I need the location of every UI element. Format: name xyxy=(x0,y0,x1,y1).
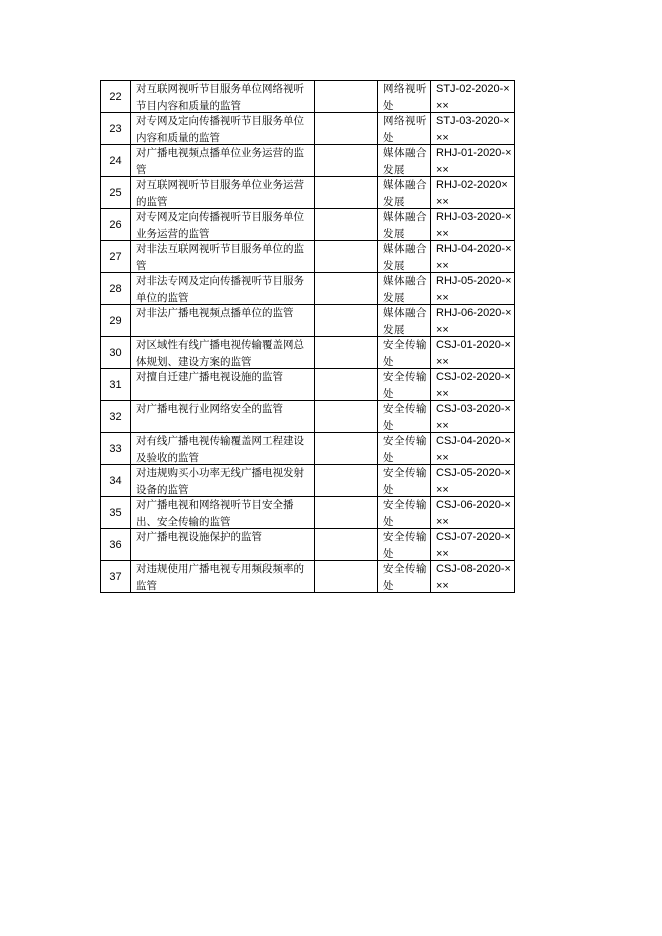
empty-cell xyxy=(315,433,378,465)
item-code: STJ-03-2020-××× xyxy=(431,113,515,145)
empty-cell xyxy=(315,497,378,529)
supervision-item: 对违规使用广播电视专用频段频率的监管 xyxy=(131,561,315,593)
item-code: CSJ-08-2020-××× xyxy=(431,561,515,593)
table-row xyxy=(101,145,515,177)
supervision-item: 对有线广播电视传输覆盖网工程建设及验收的监管 xyxy=(131,433,315,465)
item-code: CSJ-05-2020-××× xyxy=(431,465,515,497)
supervision-item: 对互联网视听节目服务单位业务运营的监管 xyxy=(131,177,315,209)
row-number: 24 xyxy=(101,145,131,177)
row-number: 27 xyxy=(101,241,131,273)
responsible-department: 安全传输处 xyxy=(378,369,431,401)
row-number: 22 xyxy=(101,81,131,113)
responsible-department: 媒体融合发展 xyxy=(378,177,431,209)
table-row xyxy=(101,401,515,433)
item-code: RHJ-03-2020-××× xyxy=(431,209,515,241)
row-number: 31 xyxy=(101,369,131,401)
row-number: 35 xyxy=(101,497,131,529)
empty-cell xyxy=(315,113,378,145)
responsible-department: 安全传输处 xyxy=(378,561,431,593)
empty-cell xyxy=(315,401,378,433)
empty-cell xyxy=(315,337,378,369)
empty-cell xyxy=(315,145,378,177)
responsible-department: 媒体融合发展 xyxy=(378,305,431,337)
row-number: 25 xyxy=(101,177,131,209)
item-code: RHJ-04-2020-××× xyxy=(431,241,515,273)
responsible-department: 安全传输处 xyxy=(378,337,431,369)
responsible-department: 安全传输处 xyxy=(378,401,431,433)
empty-cell xyxy=(315,177,378,209)
responsible-department: 媒体融合发展 xyxy=(378,273,431,305)
table-row xyxy=(101,273,515,305)
row-number: 29 xyxy=(101,305,131,337)
row-number: 32 xyxy=(101,401,131,433)
item-code: CSJ-04-2020-××× xyxy=(431,433,515,465)
table-row xyxy=(101,113,515,145)
supervision-item: 对非法互联网视听节目服务单位的监管 xyxy=(131,241,315,273)
supervision-item: 对违规购买小功率无线广播电视发射设备的监管 xyxy=(131,465,315,497)
item-code: RHJ-05-2020-××× xyxy=(431,273,515,305)
table-row xyxy=(101,305,515,337)
supervision-item: 对擅自迁建广播电视设施的监管 xyxy=(131,369,315,401)
item-code: CSJ-07-2020-××× xyxy=(431,529,515,561)
table-row xyxy=(101,369,515,401)
item-code: STJ-02-2020-××× xyxy=(431,81,515,113)
supervision-item: 对广播电视行业网络安全的监管 xyxy=(131,401,315,433)
supervision-items-table xyxy=(100,80,515,593)
responsible-department: 安全传输处 xyxy=(378,497,431,529)
row-number: 33 xyxy=(101,433,131,465)
table-row xyxy=(101,337,515,369)
row-number: 26 xyxy=(101,209,131,241)
row-number: 23 xyxy=(101,113,131,145)
table-row xyxy=(101,177,515,209)
table-row xyxy=(101,529,515,561)
empty-cell xyxy=(315,305,378,337)
responsible-department: 安全传输处 xyxy=(378,465,431,497)
empty-cell xyxy=(315,369,378,401)
supervision-item: 对广播电视频点播单位业务运营的监管 xyxy=(131,145,315,177)
empty-cell xyxy=(315,273,378,305)
row-number: 37 xyxy=(101,561,131,593)
table-row xyxy=(101,81,515,113)
item-code: CSJ-06-2020-××× xyxy=(431,497,515,529)
table-row xyxy=(101,241,515,273)
table-body xyxy=(101,81,515,593)
table-row xyxy=(101,497,515,529)
table-row xyxy=(101,561,515,593)
empty-cell xyxy=(315,241,378,273)
item-code: CSJ-01-2020-××× xyxy=(431,337,515,369)
row-number: 30 xyxy=(101,337,131,369)
responsible-department: 媒体融合发展 xyxy=(378,241,431,273)
empty-cell xyxy=(315,465,378,497)
row-number: 28 xyxy=(101,273,131,305)
empty-cell xyxy=(315,209,378,241)
responsible-department: 网络视听处 xyxy=(378,113,431,145)
supervision-item: 对区域性有线广播电视传输覆盖网总体规划、建设方案的监管 xyxy=(131,337,315,369)
supervision-item: 对非法专网及定向传播视听节目服务单位的监管 xyxy=(131,273,315,305)
item-code: CSJ-03-2020-××× xyxy=(431,401,515,433)
empty-cell xyxy=(315,81,378,113)
responsible-department: 安全传输处 xyxy=(378,529,431,561)
supervision-item: 对广播电视设施保护的监管 xyxy=(131,529,315,561)
supervision-item: 对广播电视和网络视听节目安全播出、安全传输的监管 xyxy=(131,497,315,529)
table-row xyxy=(101,465,515,497)
responsible-department: 媒体融合发展 xyxy=(378,145,431,177)
table-row xyxy=(101,209,515,241)
empty-cell xyxy=(315,529,378,561)
row-number: 34 xyxy=(101,465,131,497)
table-row xyxy=(101,433,515,465)
supervision-item: 对互联网视听节目服务单位网络视听节目内容和质量的监管 xyxy=(131,81,315,113)
responsible-department: 媒体融合发展 xyxy=(378,209,431,241)
row-number: 36 xyxy=(101,529,131,561)
responsible-department: 网络视听处 xyxy=(378,81,431,113)
item-code: CSJ-02-2020-××× xyxy=(431,369,515,401)
supervision-item: 对专网及定向传播视听节目服务单位业务运营的监管 xyxy=(131,209,315,241)
supervision-item: 对专网及定向传播视听节目服务单位内容和质量的监管 xyxy=(131,113,315,145)
item-code: RHJ-01-2020-××× xyxy=(431,145,515,177)
empty-cell xyxy=(315,561,378,593)
responsible-department: 安全传输处 xyxy=(378,433,431,465)
supervision-item: 对非法广播电视频点播单位的监管 xyxy=(131,305,315,337)
item-code: RHJ-02-2020××× xyxy=(431,177,515,209)
item-code: RHJ-06-2020-××× xyxy=(431,305,515,337)
